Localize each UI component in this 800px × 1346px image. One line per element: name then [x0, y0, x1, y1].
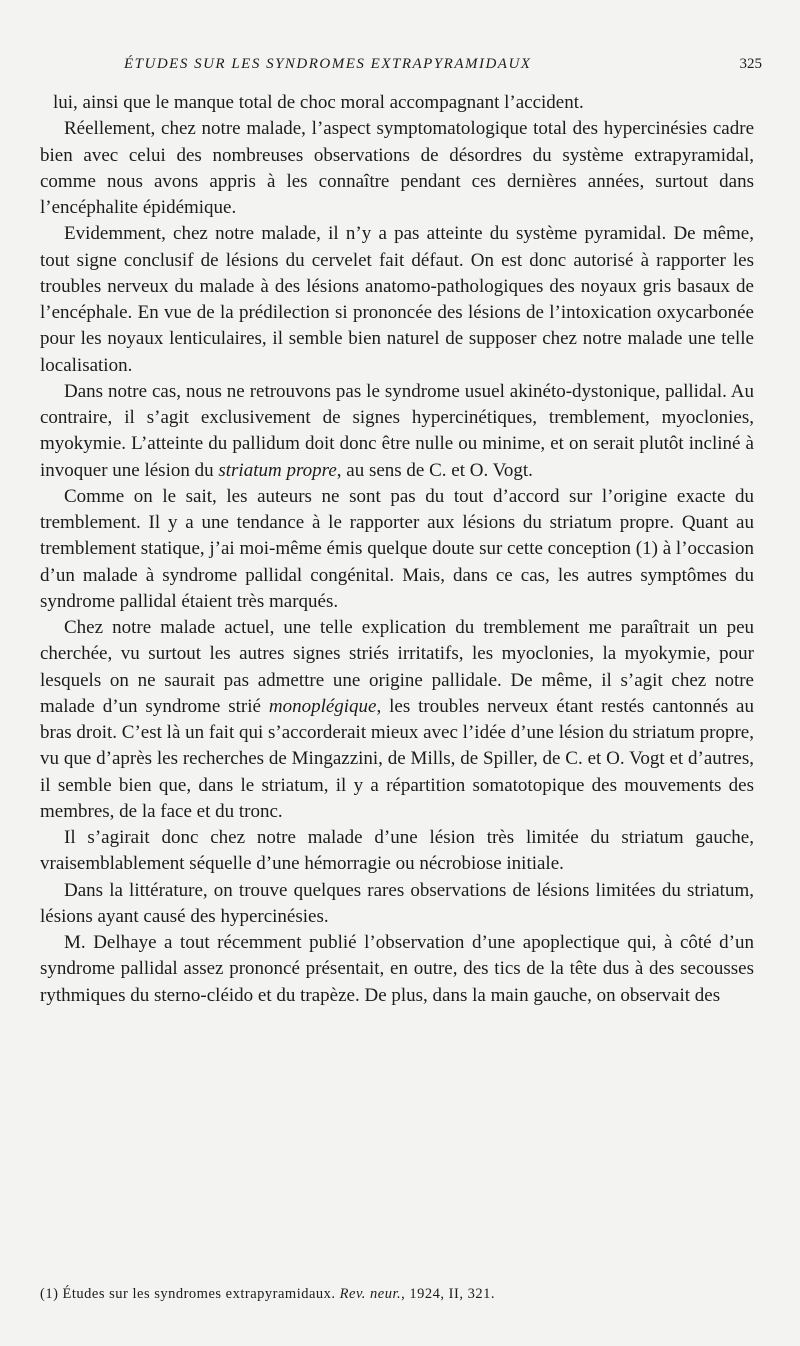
paragraph-text: , les troubles nerveux étant restés cantonnés au bras droit. C’est là un fait qui s’accorderait mieux avec l’idée d’une lésion du striatum propre, vu que d’après les recherches de Mingazzini, de Mills, de Spiller, de C. et O. Vogt et d’autres, il semble bien que, dans le striatum, il y a répartition somatotopique des mouvements des membres, de la face et du tronc.	[40, 695, 754, 822]
footnote-text: Études sur les syndromes extrapyramidaux.	[62, 1286, 336, 1302]
footnote-journal: Rev. neur.	[339, 1286, 402, 1302]
footnote-marker: (1)	[40, 1286, 59, 1302]
paragraph: Evidemment, chez notre malade, il n’y a pas atteinte du système pyramidal. De même, tout signe conclusif de lésions du cervelet fait défaut. On est donc autorisé à rapporter les troubles nerveux du malade à des lésions anatomo-pathologiques des noyaux gris basaux de l’encéphale. En vue de la prédilection si prononcée des lésions de l’intoxication oxycarbonée pour les noyaux lenticulaires, il semble bien naturel de supposer chez notre malade une telle localisation.	[40, 223, 754, 376]
page-number: 325	[739, 56, 762, 72]
paragraph: Dans la littérature, on trouve quelques rares observations de lésions limitées du striatum, lésions ayant causé des hypercinésies.	[40, 879, 754, 927]
italic-term: monoplégique	[268, 695, 377, 717]
paragraph: lui, ainsi que le manque total de choc moral accompagnant l’accident.	[53, 92, 584, 113]
footnote-ref: , 1924, II, 321.	[401, 1286, 495, 1302]
italic-term: striatum propre	[218, 459, 337, 481]
paragraph: M. Delhaye a tout récemment publié l’observation d’une apoplectique qui, à côté d’un syndrome pallidal assez prononcé présentait, en outre, des tics de la tête dus à des secousses rythmiques du sterno-cléido et du trapèze. De plus, dans la main gauche, on observait des	[40, 932, 754, 1006]
running-header	[40, 56, 762, 80]
paragraph-text: Dans notre cas, nous ne retrouvons pas le syndrome usuel akinéto-dystonique, pallidal. Au contraire, il s’agit exclusivement de signes hypercinétiques, tremblement, myoclonies, myokymie. L’atteinte du pallidum doit donc être nulle ou minime, et on serait plutôt incliné à invoquer une lésion du	[40, 380, 754, 481]
paragraph-text: Chez notre malade actuel, une telle explication du tremblement me paraîtrait un peu cherchée, vu surtout les autres signes striés irritatifs, les myoclonies, la myokymie, pour lesquels on ne saurait pas admettre une origine pallidale. De même, il s’agit chez notre malade d’un syndrome strié	[40, 617, 754, 717]
body-text	[40, 90, 754, 1009]
footnote	[40, 1286, 754, 1303]
running-title: ÉTUDES SUR LES SYNDROMES EXTRAPYRAMIDAUX	[124, 56, 532, 72]
paragraph: Réellement, chez notre malade, l’aspect symptomatologique total des hypercinésies cadre bien avec celui des nombreuses observations de désordres du système extrapyramidal, comme nous avons appris à les connaître pendant ces dernières années, surtout dans l’encéphalite épidémique.	[40, 118, 754, 218]
paragraph: Il s’agirait donc chez notre malade d’une lésion très limitée du striatum gauche, vraisemblablement séquelle d’une hémorragie ou nécrobiose initiale.	[40, 827, 754, 875]
paragraph-text: , au sens de C. et O. Vogt.	[336, 459, 533, 481]
paragraph	[40, 615, 754, 825]
paragraph: Comme on le sait, les auteurs ne sont pas du tout d’accord sur l’origine exacte du tremblement. Il y a une tendance à le rapporter aux lésions du striatum propre. Quant au tremblement statique, j’ai moi-même émis quelque doute sur cette conception (1) à l’occasion d’un malade à syndrome pallidal congénital. Mais, dans ce cas, les autres symptômes du syndrome pallidal étaient très marqués.	[40, 485, 754, 612]
paragraph	[40, 379, 754, 484]
